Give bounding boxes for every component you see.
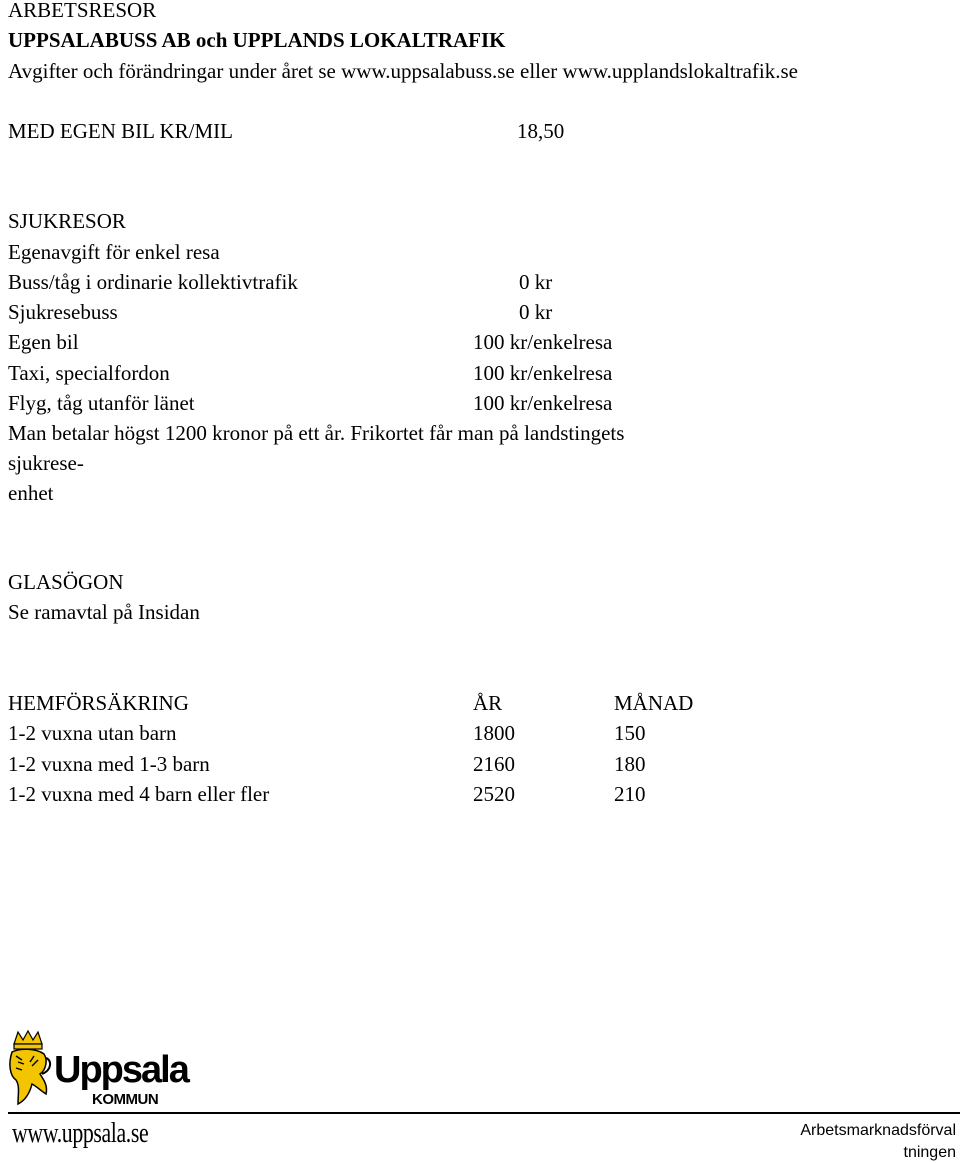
insurance-row-month: 150: [614, 721, 646, 745]
sjukresor-note-cont: sjukrese-: [8, 451, 84, 475]
insurance-row-year: 2520: [473, 782, 515, 806]
sjukresor-row-value: 100 kr/enkelresa: [473, 391, 613, 415]
car-label: MED EGEN BIL KR/MIL: [8, 119, 233, 143]
sjukresor-row-value: 100 kr/enkelresa: [473, 330, 613, 354]
insurance-row-year: 2160: [473, 752, 515, 776]
sjukresor-row-value: 0 kr: [519, 270, 553, 294]
hemforsakring-heading: HEMFÖRSÄKRING: [8, 691, 189, 715]
glasogon-heading: GLASÖGON: [8, 570, 124, 594]
col-header-month: MÅNAD: [614, 691, 694, 715]
department-name: [800, 1120, 956, 1163]
sjukresor-row-label: Buss/tåg i ordinarie kollektivtrafik: [8, 270, 298, 294]
crest-icon: [10, 1031, 50, 1104]
insurance-row-month: 210: [614, 782, 646, 806]
header-note: Avgifter och förändringar under året se www.uppsalabuss.se eller www.upplandslokaltrafik.se: [8, 59, 798, 83]
car-value: 18,50: [517, 119, 565, 143]
footer-url: www.uppsala.se: [12, 1118, 149, 1149]
glasogon-text: Se ramavtal på Insidan: [8, 600, 200, 624]
department-name-line1: Arbetsmarknadsförval: [800, 1122, 956, 1139]
sjukresor-note-end: enhet: [8, 481, 54, 505]
company-heading: UPPSALABUSS AB och UPPLANDS LOKALTRAFIK: [8, 28, 506, 52]
page-title: ARBETSRESOR: [8, 0, 157, 22]
insurance-row-label: 1-2 vuxna med 1-3 barn: [8, 752, 210, 776]
sjukresor-row-label: Taxi, specialfordon: [8, 361, 170, 385]
insurance-row-year: 1800: [473, 721, 515, 745]
insurance-row-label: 1-2 vuxna utan barn: [8, 721, 177, 745]
uppsala-kommun-logo: [6, 1030, 188, 1110]
sjukresor-heading: SJUKRESOR: [8, 209, 126, 233]
sjukresor-row-label: Sjukresebuss: [8, 300, 118, 324]
footer-divider: [8, 1112, 960, 1114]
department-name-line2: tningen: [903, 1143, 956, 1161]
logo-subtitle: KOMMUN: [92, 1091, 159, 1108]
logo-wordmark: Uppsala: [54, 1049, 188, 1091]
insurance-row-month: 180: [614, 752, 646, 776]
sjukresor-row-value: 0 kr: [519, 300, 553, 324]
sjukresor-row-label: Flyg, tåg utanför länet: [8, 391, 195, 415]
sjukresor-row-label: Egen bil: [8, 330, 79, 354]
insurance-row-label: 1-2 vuxna med 4 barn eller fler: [8, 782, 270, 806]
col-header-year: ÅR: [473, 691, 503, 715]
sjukresor-row-value: 100 kr/enkelresa: [473, 361, 613, 385]
sjukresor-note: Man betalar högst 1200 kronor på ett år. Frikortet får man på landstingets: [8, 421, 625, 445]
sjukresor-subheading: Egenavgift för enkel resa: [8, 240, 220, 264]
